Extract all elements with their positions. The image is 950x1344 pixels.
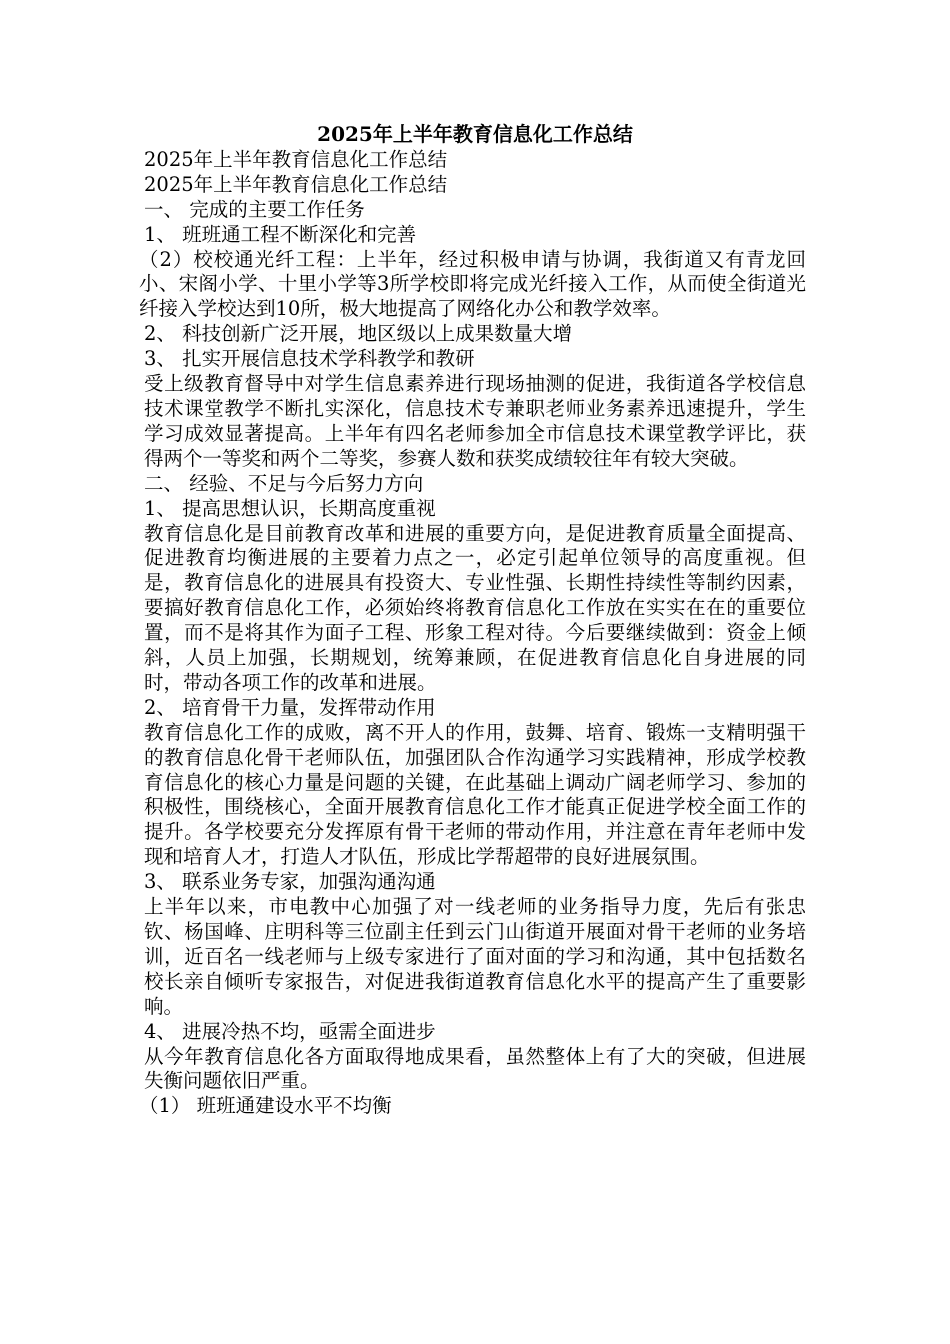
paragraph: 受上级教育督导中对学生信息素养进行现场抽测的促进，我街道各学校信息技术课堂教学不断扎实深化，信息技术专兼职老师业务素养迅速提升，学生学习成效显著提高。上半年有四名老师参加全市信息技术课堂教学评比，获得两个一等奖和两个二等奖，参赛人数和获奖成绩较往年有较大突破。 — [144, 372, 806, 470]
subtitle-line: 2025年上半年教育信息化工作总结 — [144, 172, 448, 196]
subsection-heading: 1、 提高思想认识，长期高度重视 — [144, 496, 436, 520]
paragraph: 从今年教育信息化各方面取得地成果看，虽然整体上有了大的突破，但进展失衡问题依旧严重。 — [144, 1044, 806, 1093]
subtitle-line: 2025年上半年教育信息化工作总结 — [144, 147, 448, 171]
document-title: 2025年上半年教育信息化工作总结 — [317, 122, 633, 146]
subsection-heading: 3、 联系业务专家，加强沟通沟通 — [144, 870, 436, 894]
paragraph: 教育信息化工作的成败，离不开人的作用，鼓舞、培育、锻炼一支精明强干的教育信息化骨干老师队伍，加强团队合作沟通学习实践精神，形成学校教育信息化的核心力量是问题的关键，在此基础上调动广阔老师学习、参加的积极性，围绕核心，全面开展教育信息化工作才能真正促进学校全面工作的提升。各学校要充分发挥原有骨干老师的带动作用，并注意在青年老师中发现和培育人才，打造人才队伍，形成比学帮超带的良好进展氛围。 — [144, 720, 806, 869]
section-heading: 一、 完成的主要工作任务 — [144, 197, 365, 221]
document-body — [139, 122, 806, 1119]
subsection-heading: 1、 班班通工程不断深化和完善 — [144, 222, 417, 246]
paragraph: 教育信息化是目前教育改革和进展的重要方向，是促进教育质量全面提高、促进教育均衡进展的主要着力点之一，必定引起单位领导的高度重视。但是，教育信息化的进展具有投资大、专业性强、长期性持续性等制约因素，要搞好教育信息化工作，必须始终将教育信息化工作放在实实在在的重要位置，而不是将其作为面子工程、形象工程对待。今后要继续做到：资金上倾斜，人员上加强，长期规划，统筹兼顾，在促进教育信息化自身进展的同时，带动各项工作的改革和进展。 — [144, 521, 806, 694]
section-heading: 二、 经验、不足与今后努力方向 — [144, 471, 424, 495]
subsection-heading: 3、 扎实开展信息技术学科教学和教研 — [144, 347, 475, 371]
subsection-heading: 4、 进展冷热不均，亟需全面进步 — [144, 1019, 436, 1043]
list-item-heading: （1） 班班通建设水平不均衡 — [139, 1094, 392, 1118]
subsection-heading: 2、 科技创新广泛开展，地区级以上成果数量大增 — [144, 322, 573, 346]
paragraph: 上半年以来，市电教中心加强了对一线老师的业务指导力度，先后有张忠钦、杨国峰、庄明科等三位副主任到云门山街道开展面对骨干老师的业务培训，近百名一线老师与上级专家进行了面对面的学习和沟通，其中包括数名校长亲自倾听专家报告，对促进我街道教育信息化水平的提高产生了重要影响。 — [144, 895, 806, 1018]
subsection-heading: 2、 培育骨干力量，发挥带动作用 — [144, 695, 436, 719]
paragraph: （2）校校通光纤工程：上半年，经过积极申请与协调，我街道又有青龙回小、宋阁小学、十里小学等3所学校即将完成光纤接入工作，从而使全街道光纤接入学校达到10所，极大地提高了网络化办公和教学效率。 — [139, 247, 806, 321]
